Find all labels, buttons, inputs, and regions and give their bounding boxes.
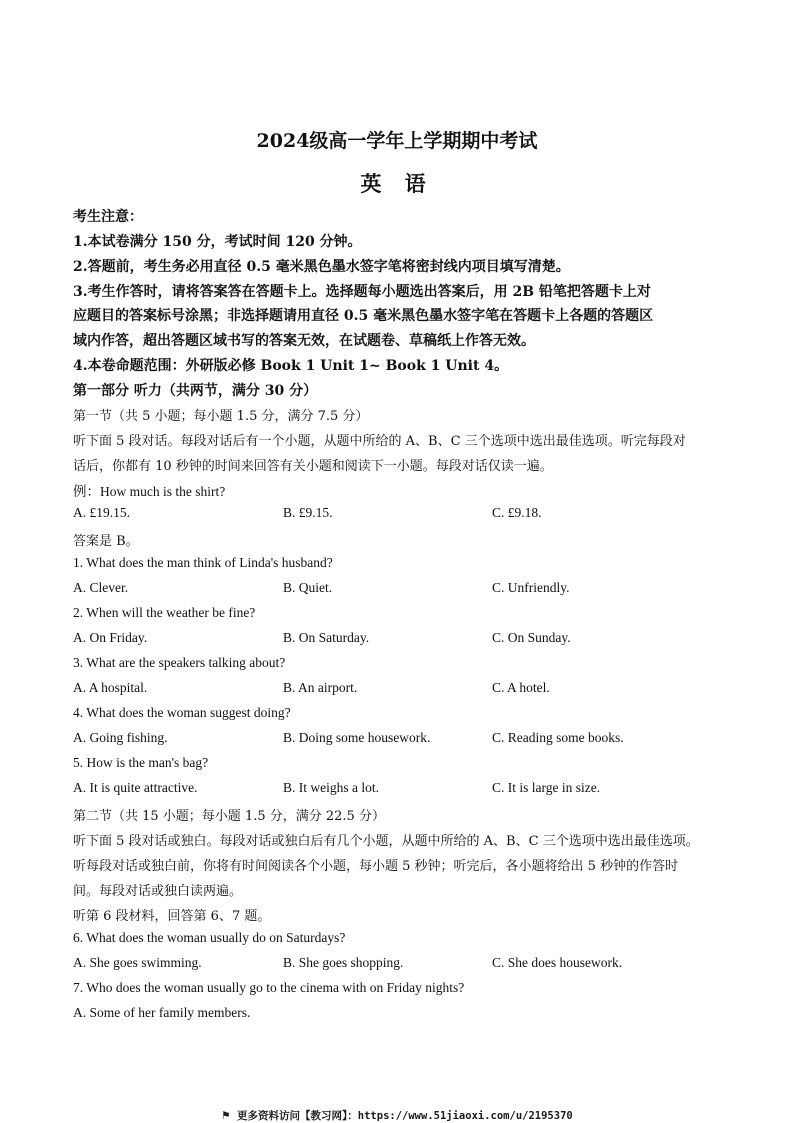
section1-instructions-line-2: 话后，你都有 10 秒钟的时间来回答有关小题和阅读下一小题。每段对话仅读一遍。 xyxy=(73,459,553,474)
question-1-option-c: C. Unfriendly. xyxy=(492,580,570,595)
part1-heading: 第一部分 听力（共两节，满分 30 分） xyxy=(73,383,318,399)
question-1: 1. What does the man think of Linda's husband? xyxy=(73,555,333,570)
section2-instructions-line-2: 听每段对话或独白前，你将有时间阅读各个小题，每小题 5 秒钟；听完后，各小题将给出 5 秒钟的作答时 xyxy=(73,859,679,874)
exam-title: 2024级高一学年上学期期中考试 xyxy=(256,130,538,152)
example-option-b: B. £9.15. xyxy=(283,505,333,520)
example-option-c: C. £9.18. xyxy=(492,505,542,520)
notice-heading: 考生注意： xyxy=(73,209,143,225)
question-5-option-c: C. It is large in size. xyxy=(492,780,601,795)
question-2-option-a: A. On Friday. xyxy=(73,630,148,645)
question-4-option-c: C. Reading some books. xyxy=(492,730,624,745)
question-3-option-a: A. A hospital. xyxy=(73,680,148,695)
footer-link[interactable] xyxy=(0,1108,794,1123)
question-7-option-a: A. Some of her family members. xyxy=(73,1005,251,1020)
section2-heading: 第二节（共 15 小题；每小题 1.5 分，满分 22.5 分） xyxy=(73,809,385,824)
question-3-option-c: C. A hotel. xyxy=(492,680,550,695)
example-option-a: A. £19.15. xyxy=(73,505,130,520)
subject-title: 英 语 xyxy=(360,171,434,196)
question-2-option-b: B. On Saturday. xyxy=(283,630,370,645)
example-question: 例：How much is the shirt? xyxy=(73,484,226,499)
notice-item-2: 2.答题前，考生务必用直径 0.5 毫米黑色墨水签字笔将密封线内项目填写清楚。 xyxy=(73,259,570,275)
notice-item-3-line-1: 3.考生作答时，请将答案答在答题卡上。选择题每小题选出答案后，用 2B 铅笔把答题卡上对 xyxy=(73,284,651,300)
question-4-option-a: A. Going fishing. xyxy=(73,730,168,745)
question-6: 6. What does the woman usually do on Saturdays? xyxy=(73,930,346,945)
section1-heading: 第一节（共 5 小题；每小题 1.5 分，满分 7.5 分） xyxy=(73,409,369,424)
question-4: 4. What does the woman suggest doing? xyxy=(73,705,291,720)
question-5-option-b: B. It weighs a lot. xyxy=(283,780,379,795)
notice-item-3-line-2: 应题目的答案标号涂黑；非选择题请用直径 0.5 毫米黑色墨水签字笔在答题卡上各题的答题区 xyxy=(73,308,654,324)
question-5-option-a: A. It is quite attractive. xyxy=(73,780,198,795)
example-answer: 答案是 B。 xyxy=(73,534,139,549)
question-1-option-a: A. Clever. xyxy=(73,580,129,595)
footer-text: 更多资料访问【教习网】：https://www.51jiaoxi.com/u/2195370 xyxy=(237,1110,573,1122)
question-4-option-b: B. Doing some housework. xyxy=(283,730,431,745)
question-1-option-b: B. Quiet. xyxy=(283,580,333,595)
section2-instructions-line-3: 间。每段对话或独白读两遍。 xyxy=(73,884,243,899)
question-7: 7. Who does the woman usually go to the cinema with on Friday nights? xyxy=(73,980,465,995)
flag-icon: ⚑ xyxy=(221,1110,231,1122)
question-6-option-a: A. She goes swimming. xyxy=(73,955,202,970)
question-3: 3. What are the speakers talking about? xyxy=(73,655,286,670)
section2-instructions-line-1: 听下面 5 段对话或独白。每段对话或独白后有几个小题，从题中所给的 A、B、C 三个选项中选出最佳选项。 xyxy=(73,834,699,849)
notice-item-1: 1.本试卷满分 150 分，考试时间 120 分钟。 xyxy=(73,234,362,250)
question-5: 5. How is the man's bag? xyxy=(73,755,209,770)
section1-instructions-line-1: 听下面 5 段对话。每段对话后有一个小题，从题中所给的 A、B、C 三个选项中选出最佳选项。听完每段对 xyxy=(73,434,686,449)
material-6-label: 听第 6 段材料，回答第 6、7 题。 xyxy=(73,909,271,924)
question-6-option-b: B. She goes shopping. xyxy=(283,955,404,970)
notice-item-3-line-3: 域内作答，超出答题区域书写的答案无效，在试题卷、草稿纸上作答无效。 xyxy=(73,333,535,349)
question-2-option-c: C. On Sunday. xyxy=(492,630,571,645)
question-6-option-c: C. She does housework. xyxy=(492,955,623,970)
question-3-option-b: B. An airport. xyxy=(283,680,358,695)
notice-item-4: 4.本卷命题范围：外研版必修 Book 1 Unit 1~ Book 1 Unit 4。 xyxy=(73,358,509,374)
question-2: 2. When will the weather be fine? xyxy=(73,605,256,620)
